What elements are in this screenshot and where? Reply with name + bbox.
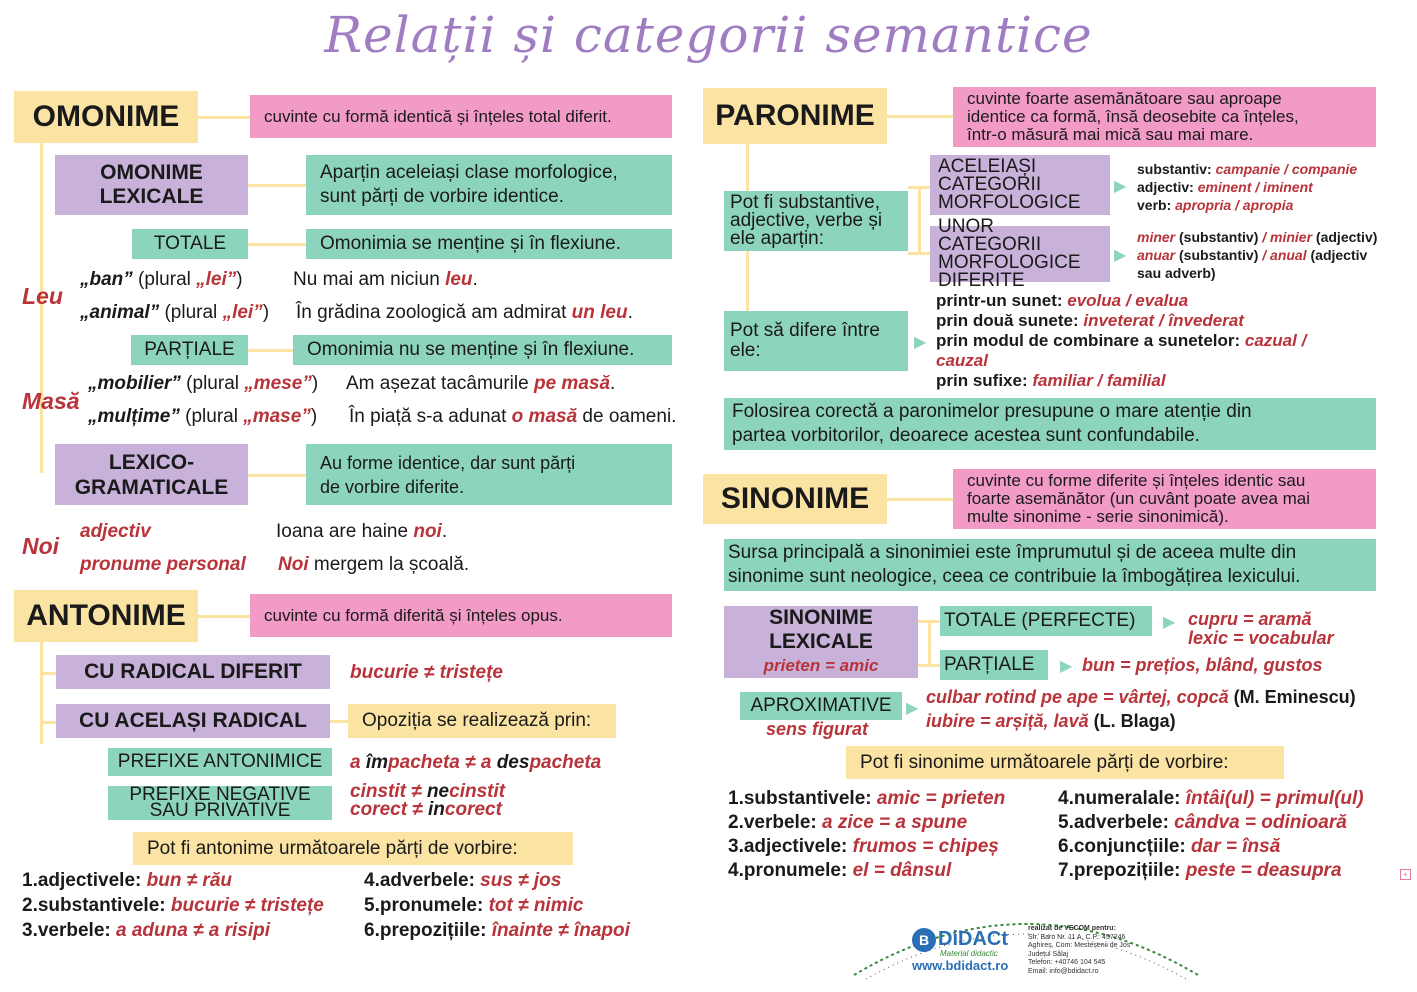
expand-icon[interactable]: + [1400, 869, 1411, 880]
antonime-parts-title: Pot fi antonime următoarele părți de vorbire: [133, 832, 573, 865]
antonime-part-5: 5.pronumele: tot ≠ nimic [364, 895, 584, 916]
omonime-definition: cuvinte cu formă identică și înțeles total diferit. [250, 95, 672, 138]
leu-word: Leu [22, 283, 63, 309]
masa-word: Masă [22, 388, 80, 414]
antonime-part-4: 4.adverbele: sus ≠ jos [364, 870, 562, 891]
prefixe-negative-example1: cinstit ≠ necinstit [350, 781, 506, 802]
lexico-gramaticale-desc: Au forme identice, dar sunt părți de vorbire diferite. [306, 444, 672, 505]
totale-desc: Omonimia se menține și în flexiune. [306, 229, 672, 259]
paronime-header: PARONIME [703, 88, 887, 144]
aceleiasi-categorii-label: ACELEIAȘI CATEGORII MORFOLOGICE [930, 155, 1110, 215]
leu-row1: „ban” (plural „lei”) [80, 269, 243, 290]
leu-row2: „animal” (plural „lei”) [80, 302, 270, 323]
leu-sentence1: Nu mai am niciun leu. [293, 269, 478, 290]
prefixe-antonimice-example: a împacheta ≠ a despacheta [350, 752, 602, 773]
omonime-header: OMONIME [14, 91, 198, 143]
sinonime-part-1: 1.substantivele: amic = prieten [728, 788, 1006, 809]
arrow-right-icon: ▶ [906, 700, 919, 717]
omonime-lexicale-desc: Aparțin aceleiași clase morfologice, sunt părți de vorbire identice. [306, 155, 672, 215]
prefixe-negative-label: PREFIXE NEGATIVE SAU PRIVATIVE [108, 786, 332, 820]
prefixe-negative-example2: corect ≠ incorect [350, 799, 502, 820]
aproximative-examples: culbar rotind pe ape = vârtej, copcă (M. Eminescu) iubire = arșiță, lavă (L. Blaga) [926, 687, 1356, 731]
sinonime-header: SINONIME [703, 474, 887, 524]
lexico-gramaticale-label: LEXICO- GRAMATICALE [55, 444, 248, 505]
prefixe-antonimice-label: PREFIXE ANTONIMICE [108, 748, 332, 776]
arrow-right-icon: ▶ [1114, 247, 1127, 264]
partiale-desc: Omonimia nu se menține și în flexiune. [293, 335, 672, 365]
totale-label: TOTALE [132, 229, 248, 259]
sinonime-totale-label: TOTALE (PERFECTE) [940, 606, 1152, 636]
arrow-right-icon: ▶ [1114, 178, 1127, 195]
arrow-right-icon: ▶ [914, 334, 927, 351]
sinonime-part-2: 2.verbele: a zice = a spune [728, 812, 968, 833]
sinonime-totale-examples: cupru = aramă lexic = vocabular [1188, 609, 1334, 648]
aproximative-label: APROXIMATIVE [740, 692, 902, 720]
sinonime-parts-title: Pot fi sinonime următoarele părți de vorbire: [846, 746, 1284, 779]
leu-sentence2: În grădina zoologică am admirat un leu. [296, 302, 633, 323]
sinonime-sursa: Sursa principală a sinonimiei este împrumutul și de aceea multe din sinonime sunt neologice, ceea ce contribuie la îmbogățirea lexicului. [724, 539, 1376, 591]
masa-sentence1: Am așezat tacâmurile pe masă. [346, 373, 616, 394]
aproximative-sub: sens figurat [766, 719, 869, 739]
sinonime-part-3: 3.adjectivele: frumos = chipeș [728, 836, 999, 857]
antonime-part-6: 6.prepozițiile: înainte ≠ înapoi [364, 920, 630, 941]
masa-sentence2: În piață s-a adunat o masă de oameni. [349, 406, 677, 427]
logo-icon: B [912, 928, 936, 952]
paronime-note: Folosirea corectă a paronimelor presupune o mare atenție din partea vorbitorilor, deoarece acestea sunt confundabile. [724, 398, 1376, 450]
arrow-right-icon: ▶ [1163, 614, 1176, 631]
sinonime-part-6: 5.adverbele: cândva = odinioară [1058, 812, 1347, 833]
noi-pos1: adjectiv [80, 521, 151, 542]
antonime-part-3: 3.verbele: a aduna ≠ a risipi [22, 920, 271, 941]
sinonime-part-5: 4.numeralale: întâi(ul) = primul(ul) [1058, 788, 1364, 809]
partiale-label: PARȚIALE [131, 335, 248, 365]
noi-pos2: pronume personal [80, 554, 246, 575]
sinonime-part-4: 4.pronumele: el = dânsul [728, 860, 952, 881]
sinonime-lexicale-label: SINONIME LEXICALE prieten = amic [724, 606, 918, 678]
acelasi-radical-desc: Opoziția se realizează prin: [348, 704, 616, 738]
acelasi-radical-label: CU ACELAȘI RADICAL [56, 704, 330, 738]
antonime-definition: cuvinte cu formă diferită și înțeles opus. [250, 594, 672, 637]
sinonime-part-8: 7.prepozițiile: peste = deasupra [1058, 860, 1342, 881]
omonime-lexicale-label: OMONIME LEXICALE [55, 155, 248, 215]
unor-examples: miner (substantiv) / minier (adjectiv) anuar (substantiv) / anual (adjectiv sau adverb) [1137, 229, 1378, 281]
noi-sentence1: Ioana are haine noi. [276, 521, 448, 542]
sinonime-definition: cuvinte cu forme diferite și înțeles identic sau foarte asemănător (un cuvânt poate avea mai multe sinonime - serie sinonimică). [953, 469, 1376, 529]
page-title: Relații și categorii semantice [324, 6, 1093, 64]
paronime-pot-fi: Pot fi substantive, adjective, verbe și ele aparțin: [724, 191, 908, 251]
masa-row1: „mobilier” (plural „mese”) [88, 373, 319, 394]
antonime-part-2: 2.substantivele: bucurie ≠ tristețe [22, 895, 324, 916]
radical-diferit-label: CU RADICAL DIFERIT [56, 655, 330, 689]
antonime-header: ANTONIME [14, 590, 198, 642]
masa-row2: „mulțime” (plural „mase”) [88, 406, 318, 427]
sinonime-partiale-label: PARȚIALE [940, 650, 1048, 680]
paronime-difere: Pot să difere între ele: [724, 311, 908, 371]
unor-categorii-label: UNOR CATEGORII MORFOLOGICE DIFERITE [930, 226, 1110, 282]
sinonime-part-7: 6.conjuncțiile: dar = însă [1058, 836, 1281, 857]
arrow-right-icon: ▶ [1060, 658, 1073, 675]
noi-word: Noi [22, 533, 60, 559]
paronime-diffs: printr-un sunet: evolua / evalua prin două sunete: inveterat / învederat prin modul de combinare a sunetelor: cazual / cauzal prin sufixe: familiar / familial [936, 291, 1307, 390]
logo-text: DiDACt [938, 928, 1008, 950]
paronime-definition: cuvinte foarte asemănătoare sau aproape identice ca formă, însă deosebite ca înțeles, într-o măsură mai mică sau mai mare. [953, 87, 1376, 147]
company-info: realizat de VECOM pentru: Str. Baro Nr. 11 A, C.P.: 457246 Aghireș, Com: Mesteșenii de Jos Județul Sălaj Telefon: +40746 104 545 Email: info@bdidact.ro [1028, 925, 1131, 975]
radical-diferit-example: bucurie ≠ tristețe [350, 662, 503, 683]
logo-sub: Material didactic [940, 949, 998, 958]
logo-arc-decoration [846, 893, 1206, 983]
website-link[interactable]: www.bdidact.ro [912, 958, 1009, 973]
sinonime-partiale-example: bun = prețios, blând, gustos [1082, 655, 1323, 675]
aceleiasi-examples: substantiv: campanie / companie adjectiv: eminent / iminent verb: apropria / apropia [1137, 161, 1358, 213]
noi-sentence2: Noi mergem la școală. [278, 554, 470, 575]
antonime-part-1: 1.adjectivele: bun ≠ rău [22, 870, 232, 891]
